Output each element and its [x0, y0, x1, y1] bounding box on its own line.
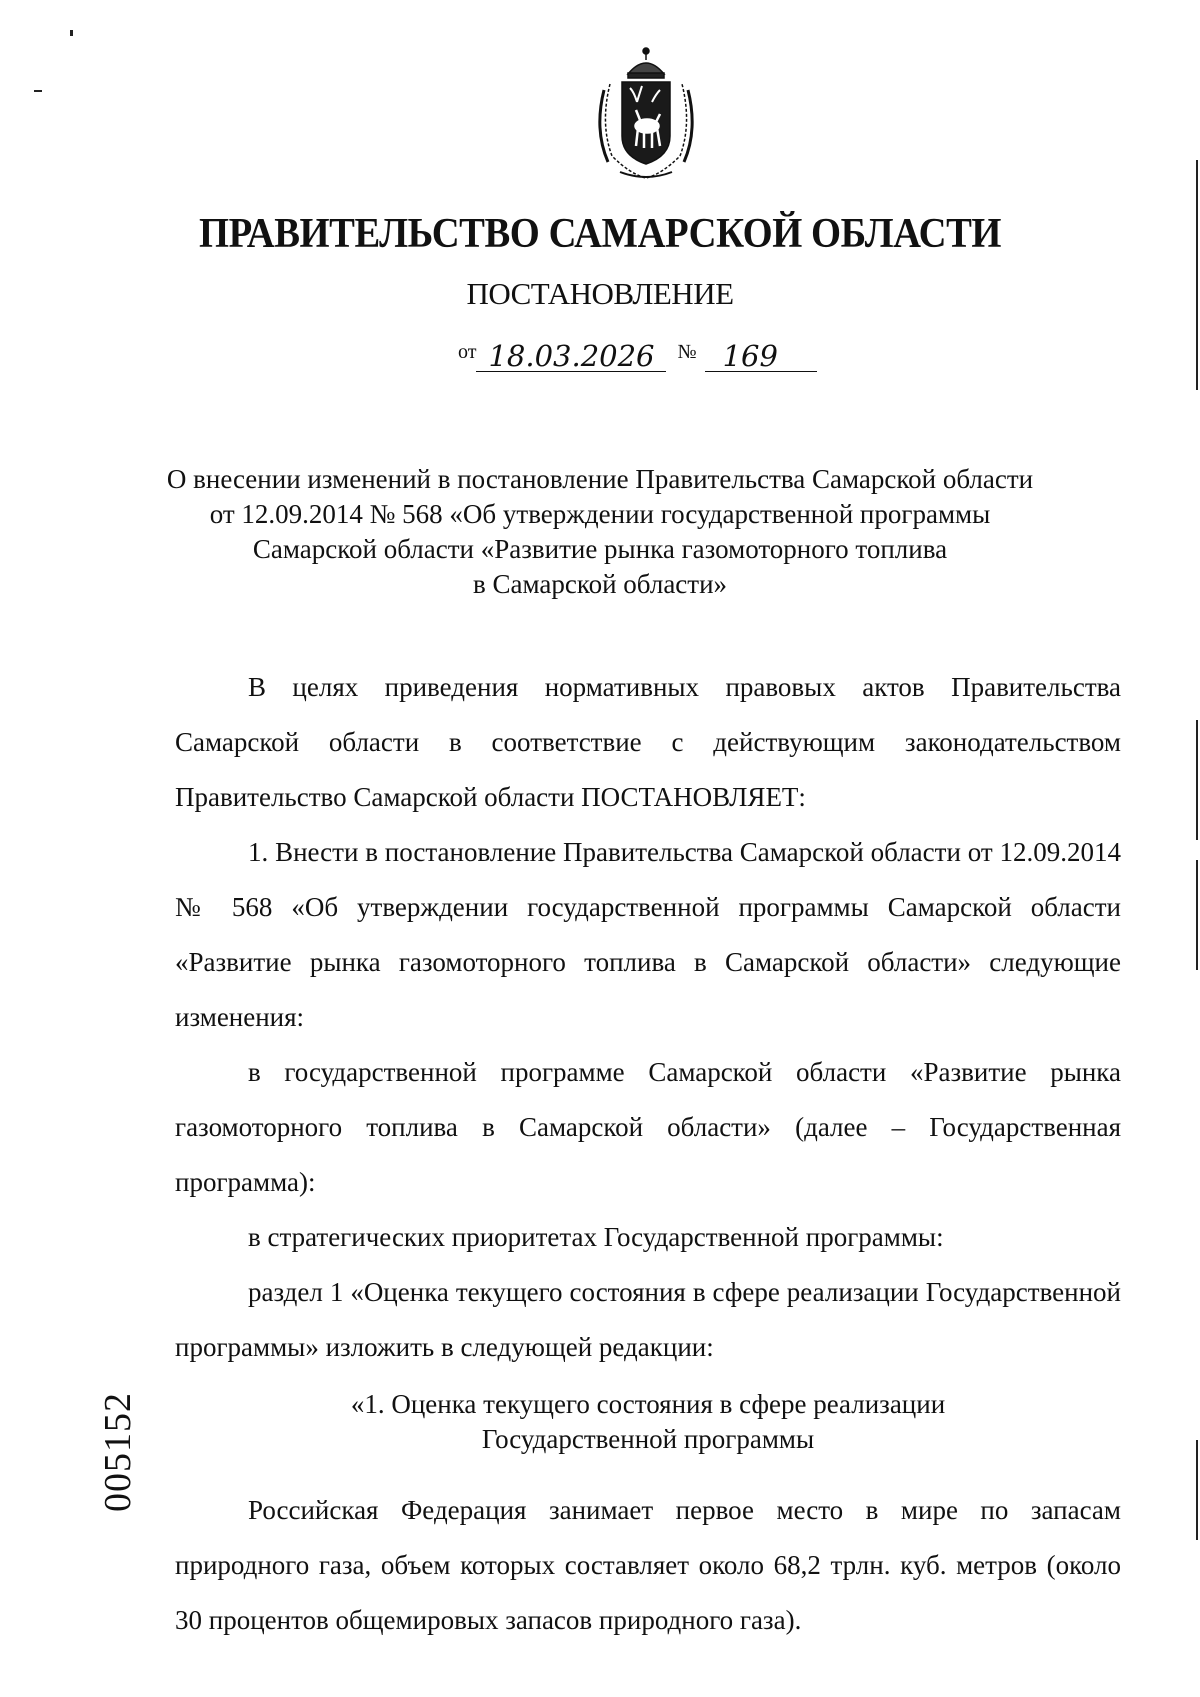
section-heading	[175, 1387, 1121, 1457]
document-subject	[130, 462, 1070, 602]
section-heading-line: Государственной программы	[481, 1424, 815, 1454]
coat-of-arms-icon	[590, 44, 702, 184]
scan-mark	[34, 90, 42, 92]
document-body	[175, 660, 1121, 1648]
number-prefix: №	[677, 341, 697, 363]
body-paragraph: Российская Федерация занимает первое место в мире по запасам природного газа, объем которых составляет около 68,2 трлн. куб. метров (около 30 процентов общемировых запасов природного газа).	[175, 1495, 1121, 1635]
subject-line: от 12.09.2014 № 568 «Об утверждении государственной программы	[209, 499, 991, 529]
scan-mark	[1196, 1440, 1198, 1540]
body-paragraph: раздел 1 «Оценка текущего состояния в сфере реализации Государственной программы» изложить в следующей редакции:	[175, 1277, 1121, 1362]
date-number-line	[458, 332, 858, 372]
body-paragraph: в стратегических приоритетах Государственной программы:	[248, 1222, 944, 1252]
document-type: ПОСТАНОВЛЕНИЕ	[466, 276, 734, 311]
document-number: 169	[705, 341, 817, 372]
scan-mark	[1196, 860, 1198, 970]
body-paragraph: В целях приведения нормативных правовых актов Правительства Самарской области в соответствие с действующим законодательством Правительство Самарской области ПОСТАНОВЛЯЕТ:	[175, 672, 1121, 812]
section-heading-line: «1. Оценка текущего состояния в сфере реализации	[350, 1389, 946, 1419]
scan-mark	[1196, 160, 1198, 390]
scan-mark	[1196, 720, 1198, 840]
side-registration-number: 005152	[97, 1392, 139, 1512]
document-date: 18.03.2026	[476, 341, 666, 372]
subject-line: Самарской области «Развитие рынка газомоторного топлива	[252, 534, 948, 564]
date-prefix: от	[458, 341, 477, 363]
organization-title: ПРАВИТЕЛЬСТВО САМАРСКОЙ ОБЛАСТИ	[199, 211, 1001, 257]
body-paragraph: в государственной программе Самарской области «Развитие рынка газомоторного топлива в Самарской области» (далее – Государственная программа):	[175, 1057, 1121, 1197]
subject-line: О внесении изменений в постановление Правительства Самарской области	[166, 464, 1034, 494]
subject-line: в Самарской области»	[472, 569, 728, 599]
scan-mark	[70, 30, 73, 36]
body-paragraph: 1. Внести в постановление Правительства Самарской области от 12.09.2014 № 568 «Об утверждении государственной программы Самарской области «Развитие рынка газомоторного топлива в Самарской области» следующие изменения:	[175, 837, 1121, 1032]
